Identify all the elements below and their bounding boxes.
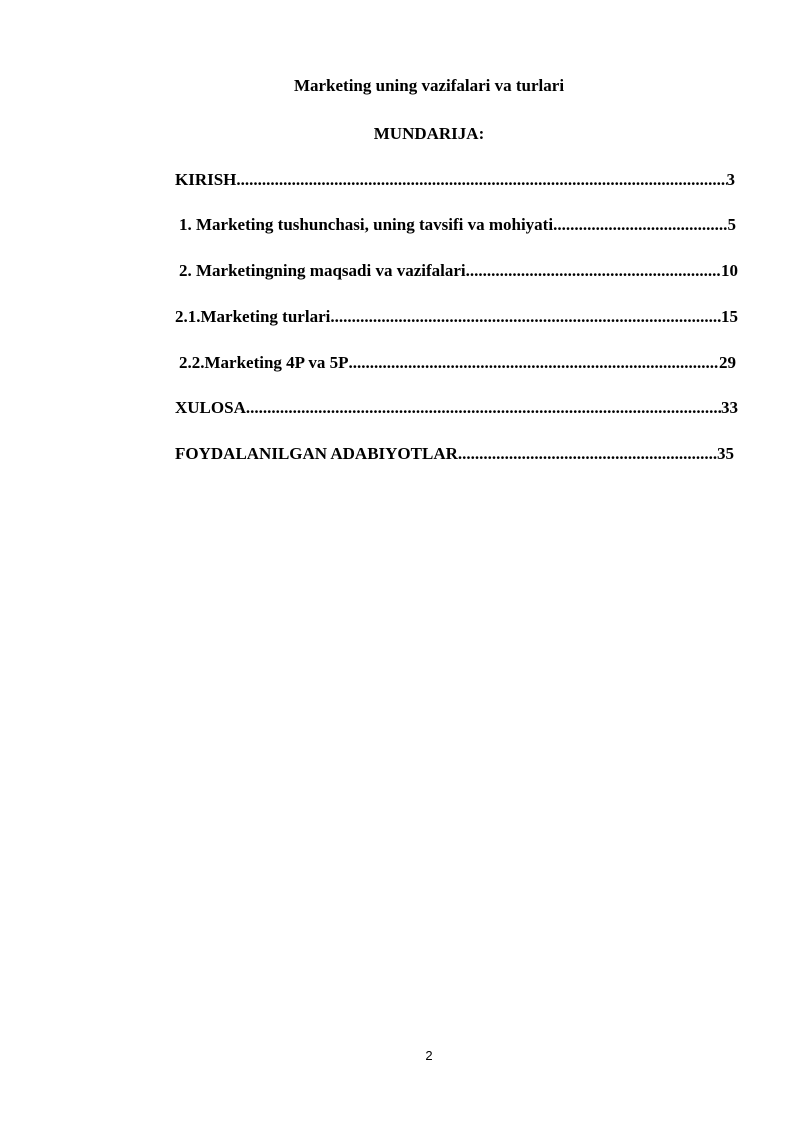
toc-entry-title: 2. Marketingning maqsadi va vazifalari [179, 261, 466, 280]
toc-entry-title: XULOSA [175, 398, 246, 417]
toc-leader-dots [330, 307, 721, 327]
toc-entry-xulosa [175, 398, 738, 420]
toc-leader-dots [349, 353, 719, 373]
toc-leader-dots [458, 444, 717, 464]
toc-entry-page: 33 [721, 398, 738, 417]
toc-entry-title: KIRISH [175, 170, 237, 189]
toc-leader-dots [236, 170, 726, 190]
toc-entry-page: 29 [719, 353, 736, 372]
toc-entry-kirish [175, 170, 735, 192]
toc-entry-chapter-2 [179, 261, 738, 283]
document-title: Marketing uning vazifalari va turlari [293, 76, 565, 95]
toc-entry-adabiyotlar [175, 444, 734, 466]
toc-entry-title: 1. Marketing tushunchasi, uning tavsifi va mohiyati [179, 215, 554, 234]
toc-entry-page: 15 [721, 307, 738, 326]
toc-entry-title: 2.1.Marketing turlari [175, 307, 331, 326]
toc-entry-section-2-1 [175, 307, 738, 329]
toc-entry-page: 10 [721, 261, 738, 280]
toc-entry-section-2-2 [179, 353, 736, 375]
toc-entry-page: 35 [717, 444, 734, 463]
toc-entry-chapter-1 [179, 215, 736, 237]
toc-leader-dots [246, 398, 721, 418]
toc-entry-page: 5 [727, 215, 736, 234]
toc-entry-title: 2.2.Marketing 4P va 5P [179, 353, 349, 372]
toc-entry-title: FOYDALANILGAN ADABIYOTLAR [175, 444, 458, 463]
toc-entry-page: 3 [726, 170, 735, 189]
page-number: 2 [425, 1048, 433, 1063]
toc-heading: MUNDARIJA: [373, 124, 485, 143]
toc-leader-dots [553, 215, 727, 235]
toc-leader-dots [466, 261, 721, 281]
